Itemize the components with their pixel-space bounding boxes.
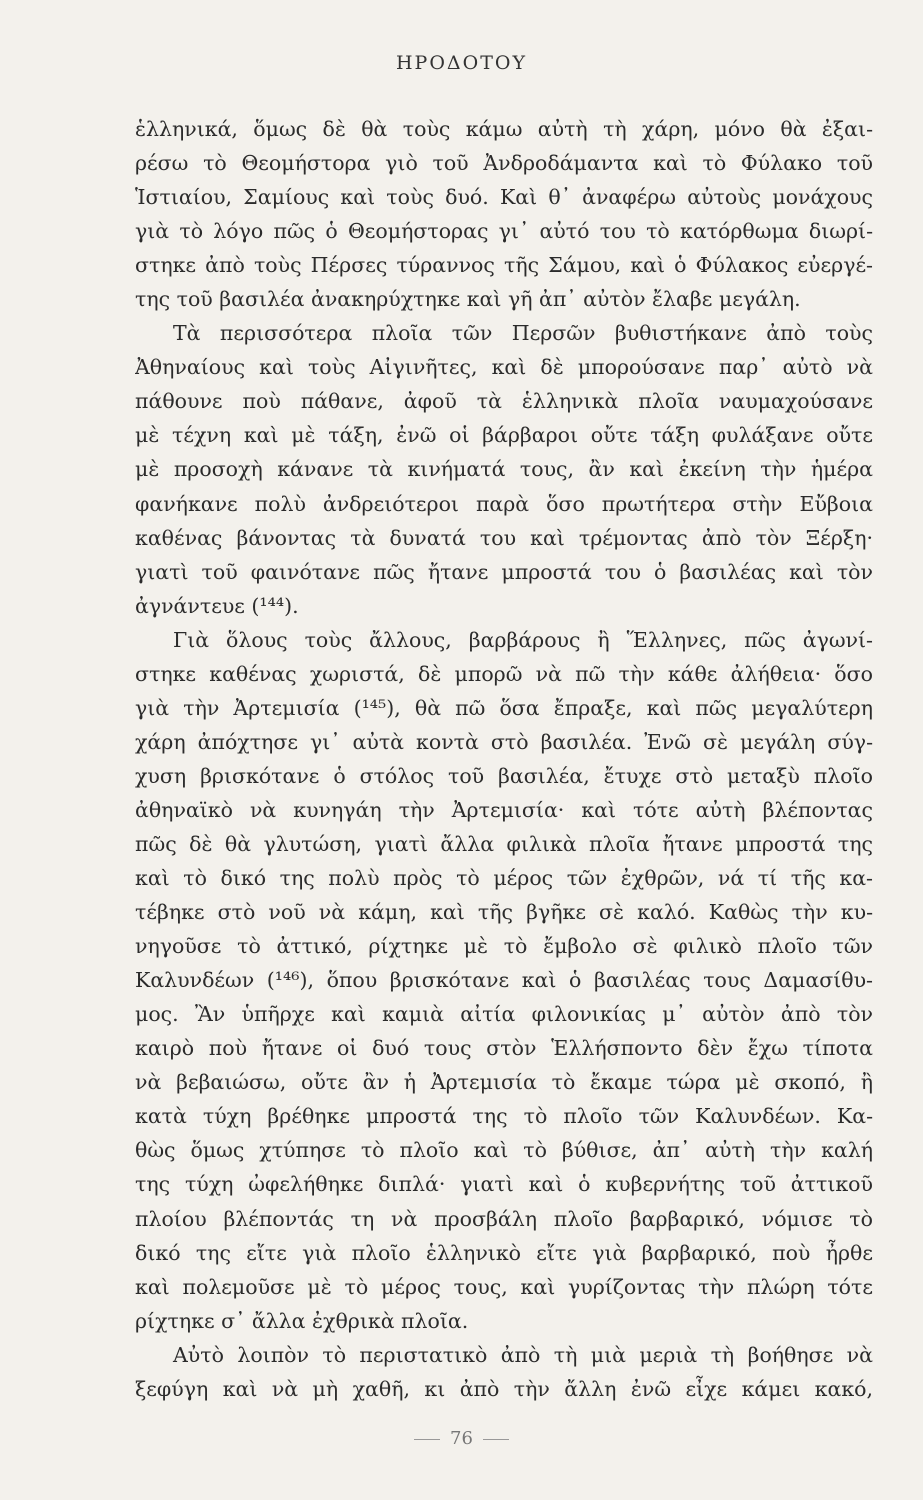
- text-line: μὲ τέχνη καὶ μὲ τάξη, ἐνῶ οἱ βάρβαροι οὔτε τάξη φυλάξανε οὔτε: [135, 423, 873, 448]
- text-line: καθένας βάνοντας τὰ δυνατά του καὶ τρέμοντας ἀπὸ τὸν Ξέρξη·: [135, 525, 873, 550]
- text-line: πλοίου βλέποντάς τη νὰ προσβάλη πλοῖο βαρβαρικό, νόμισε τὸ: [135, 1206, 873, 1231]
- text-line: δικό της εἴτε γιὰ πλοῖο ἑλληνικὸ εἴτε γιὰ βαρβαρικό, ποὺ ἦρθε: [135, 1240, 873, 1265]
- text-line: ξεφύγη καὶ νὰ μὴ χαθῆ, κι ἀπὸ τὴν ἄλλη ἐνῶ εἶχε κάμει κακό,: [135, 1376, 873, 1401]
- text-line: Γιὰ ὅλους τοὺς ἄλλους, βαρβάρους ἢ Ἕλληνες, πῶς ἀγωνί-: [173, 627, 873, 652]
- text-line: μος. Ἂν ὑπῆρχε καὶ καμιὰ αἰτία φιλονικίας μ᾽ αὐτὸν ἀπὸ τὸν: [135, 1002, 873, 1027]
- page-footer: [0, 1428, 923, 1449]
- text-line: καιρὸ ποὺ ἤτανε οἱ δυό τους στὸν Ἑλλήσποντο δὲν ἔχω τίποτα: [135, 1036, 873, 1061]
- text-line: Ἀθηναίους καὶ τοὺς Αἰγινῆτες, καὶ δὲ μπορούσανε παρ᾽ αὐτὸ νὰ: [135, 355, 873, 380]
- text-line: στηκε καθένας χωριστά, δὲ μπορῶ νὰ πῶ τὴν κάθε ἀλήθεια· ὅσο: [135, 661, 873, 686]
- text-line: κατὰ τύχη βρέθηκε μπροστά της τὸ πλοῖο τῶν Καλυνδέων. Κα-: [135, 1104, 873, 1129]
- footer-dash-left: [414, 1439, 440, 1440]
- text-line: πῶς δὲ θὰ γλυτώση, γιατὶ ἄλλα φιλικὰ πλοῖα ἤτανε μπροστά της: [135, 831, 873, 856]
- text-line: στηκε ἀπὸ τοὺς Πέρσες τύραννος τῆς Σάμου, καὶ ὁ Φύλακος εὐεργέ-: [135, 253, 873, 278]
- text-line: θὼς ὅμως χτύπησε τὸ πλοῖο καὶ τὸ βύθισε, ἀπ᾽ αὐτὴ τὴν καλή: [135, 1138, 873, 1163]
- text-line: χάρη ἀπόχτησε γι᾽ αὐτὰ κοντὰ στὸ βασιλέα. Ἐνῶ σὲ μεγάλη σύγ-: [135, 729, 873, 754]
- text-line: μὲ προσοχὴ κάνανε τὰ κινήματά τους, ἂν καὶ ἐκείνη τὴν ἡμέρα: [135, 457, 873, 482]
- text-line: γιὰ τὴν Ἀρτεμισία (¹⁴⁵), θὰ πῶ ὅσα ἔπραξε, καὶ πῶς μεγαλύτερη: [135, 695, 873, 720]
- footer-dash-right: [483, 1439, 509, 1440]
- text-line: Αὐτὸ λοιπὸν τὸ περιστατικὸ ἀπὸ τὴ μιὰ μεριὰ τὴ βοήθησε νὰ: [173, 1342, 873, 1367]
- page-number: 76: [450, 1428, 473, 1449]
- text-line: φανήκανε πολὺ ἀνδρειότεροι παρὰ ὅσο πρωτήτερα στὴν Εὔβοια: [135, 491, 873, 516]
- body-text: [135, 112, 873, 1406]
- text-line: τέβηκε στὸ νοῦ νὰ κάμη, καὶ τῆς βγῆκε σὲ καλό. Καθὼς τὴν κυ-: [135, 900, 873, 925]
- text-line: πάθουνε ποὺ πάθανε, ἀφοῦ τὰ ἑλληνικὰ πλοῖα ναυμαχούσανε: [135, 389, 873, 414]
- text-line: γιατὶ τοῦ φαινότανε πῶς ἤτανε μπροστά του ὁ βασιλέας καὶ τὸν: [135, 559, 873, 584]
- text-line: γιὰ τὸ λόγο πῶς ὁ Θεομήστορας γι᾽ αὐτό του τὸ κατόρθωμα διωρί-: [135, 219, 873, 244]
- text-line: Ἱστιαίου, Σαμίους καὶ τοὺς δυό. Καὶ θ᾽ ἀναφέρω αὐτοὺς μονάχους: [135, 185, 873, 210]
- text-line: καὶ πολεμοῦσε μὲ τὸ μέρος τους, καὶ γυρίζοντας τὴν πλώρη τότε: [135, 1274, 873, 1299]
- text-line: καὶ τὸ δικό της πολὺ πρὸς τὸ μέρος τῶν ἐχθρῶν, νά τί τῆς κα-: [135, 866, 873, 891]
- text-line: της τοῦ βασιλέα ἀνακηρύχτηκε καὶ γῆ ἀπ᾽ αὐτὸν ἔλαβε μεγάλη.: [135, 287, 801, 312]
- text-line: της τύχη ὠφελήθηκε διπλά· γιατὶ καὶ ὁ κυβερνήτης τοῦ ἀττικοῦ: [135, 1172, 873, 1197]
- text-line: Τὰ περισσότερα πλοῖα τῶν Περσῶν βυθιστήκανε ἀπὸ τοὺς: [173, 321, 873, 346]
- text-line: ἀγνάντευε (¹⁴⁴).: [135, 593, 299, 618]
- running-header: ΗΡΟΔΟΤΟΥ: [395, 52, 528, 74]
- text-line: νὰ βεβαιώσω, οὔτε ἂν ἡ Ἀρτεμισία τὸ ἔκαμε τώρα μὲ σκοπό, ἢ: [135, 1070, 873, 1095]
- text-line: ρίχτηκε σ᾽ ἄλλα ἐχθρικὰ πλοῖα.: [135, 1308, 469, 1333]
- text-line: χυση βρισκότανε ὁ στόλος τοῦ βασιλέα, ἔτυχε στὸ μεταξὺ πλοῖο: [135, 763, 873, 788]
- text-line: Καλυνδέων (¹⁴⁶), ὅπου βρισκότανε καὶ ὁ βασιλέας τους Δαμασίθυ-: [135, 968, 873, 993]
- text-line: ρέσω τὸ Θεομήστορα γιὸ τοῦ Ἀνδροδάμαντα καὶ τὸ Φύλακο τοῦ: [135, 151, 873, 176]
- text-line: ἑλληνικά, ὅμως δὲ θὰ τοὺς κάμω αὐτὴ τὴ χάρη, μόνο θὰ ἐξαι-: [135, 117, 873, 141]
- text-line: νηγοῦσε τὸ ἀττικό, ρίχτηκε μὲ τὸ ἔμβολο σὲ φιλικὸ πλοῖο τῶν: [135, 934, 873, 959]
- text-line: ἀθηναϊκὸ νὰ κυνηγάη τὴν Ἀρτεμισία· καὶ τότε αὐτὴ βλέποντας: [135, 797, 873, 822]
